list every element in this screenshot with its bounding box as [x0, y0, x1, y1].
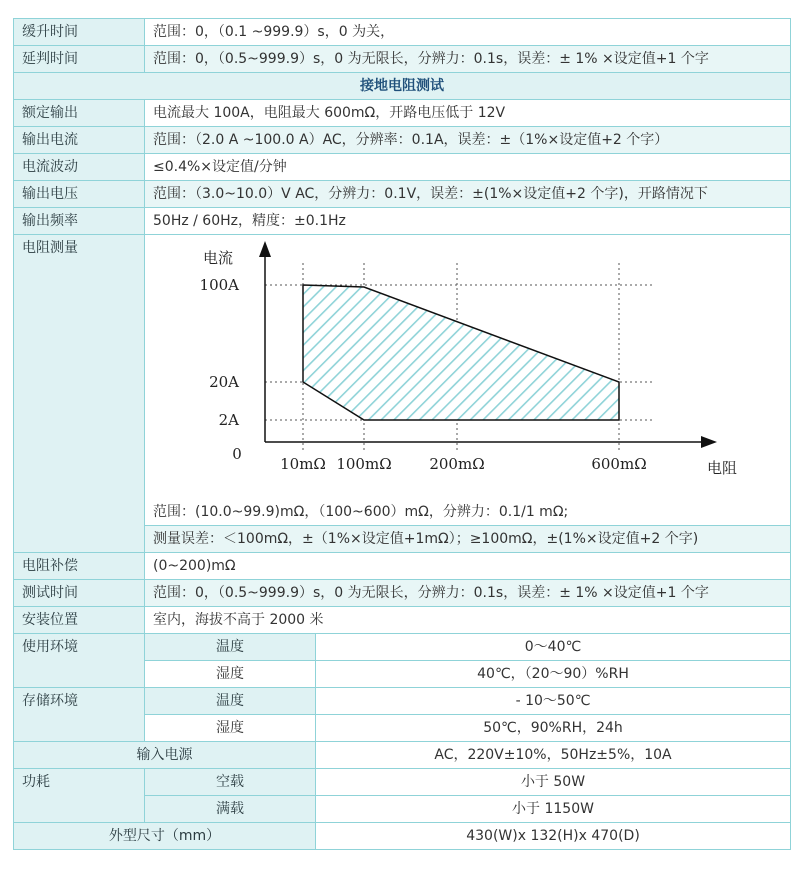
row-resistance-comp [14, 553, 791, 580]
row-input-power [14, 742, 791, 769]
row-label: 输出电流 [14, 127, 145, 154]
spec-table [13, 18, 791, 850]
row-label: 输入电源 [14, 742, 316, 769]
row-test-time [14, 580, 791, 607]
row-label: 输出频率 [14, 208, 145, 235]
row-value: AC，220V±10%，50Hz±5%，10A [316, 742, 791, 769]
row-current-ripple [14, 154, 791, 181]
chart-container [145, 235, 790, 499]
use-env-label: 使用环境 [14, 634, 145, 688]
row-value: 430(W)x 132(H)x 470(D) [316, 823, 791, 850]
row-value: 范围：0，（0.5~999.9）s，0 为无限长，分辨力：0.1s，误差：± 1% ×设定值+1 个字 [145, 580, 791, 607]
row-value: 范围：（2.0 A ~100.0 A）AC，分辨率：0.1A，误差：±（1%×设定值+2 个字） [145, 127, 791, 154]
y-axis-title: 电流 [203, 249, 234, 267]
spec-sheet [13, 18, 790, 850]
operating-region [303, 285, 619, 420]
section-title: 接地电阻测试 [14, 73, 791, 100]
x-axis-title: 电阻 [707, 459, 738, 477]
row-consumption-idle [14, 769, 791, 796]
x-tick-label: 200mΩ [429, 455, 485, 473]
y-tick-label: 2A [218, 411, 239, 429]
row-resistance-measure [14, 235, 791, 526]
sub-label: 湿度 [145, 661, 316, 688]
row-output-current [14, 127, 791, 154]
row-use-env-temp [14, 634, 791, 661]
row-value: 范围：（3.0~10.0）V AC，分辨力：0.1V，误差：±(1%×设定值+2 个字)，开路情况下 [145, 181, 791, 208]
resistance-range: 范围：(10.0~99.9)mΩ，（100~600）mΩ，分辨力：0.1/1 mΩ; [153, 504, 569, 520]
sub-label: 温度 [145, 634, 316, 661]
row-label: 安装位置 [14, 607, 145, 634]
row-value: 电流最大 100A，电阻最大 600mΩ，开路电压低于 12V [145, 100, 791, 127]
x-axis-arrow [701, 436, 717, 448]
row-label: 电流波动 [14, 154, 145, 181]
y-axis-arrow [259, 241, 271, 257]
x-tick-label: 600mΩ [591, 455, 647, 473]
row-label: 电阻测量 [14, 235, 145, 553]
row-label: 外型尺寸（mm） [14, 823, 316, 850]
row-label: 输出电压 [14, 181, 145, 208]
row-value: ≤0.4%×设定值/分钟 [145, 154, 791, 181]
store-env-label: 存储环境 [14, 688, 145, 742]
row-value: 40℃，（20～90）%RH [316, 661, 791, 688]
row-install-location [14, 607, 791, 634]
row-ramp-time [14, 19, 791, 46]
row-value: - 10～50℃ [316, 688, 791, 715]
row-value: 小于 50W [316, 769, 791, 796]
row-value: 范围：0，（0.5~999.9）s，0 为无限长，分辨力：0.1s，误差：± 1% ×设定值+1 个字 [145, 46, 791, 73]
row-value: 测量误差：＜100mΩ，±（1%×设定值+1mΩ）；≥100mΩ，±(1%×设定值+2 个字) [145, 526, 791, 553]
row-delay-time [14, 46, 791, 73]
row-value: 小于 1150W [316, 796, 791, 823]
sub-label: 温度 [145, 688, 316, 715]
sub-label: 空载 [145, 769, 316, 796]
consumption-label: 功耗 [14, 769, 145, 823]
row-label: 缓升时间 [14, 19, 145, 46]
sub-label: 湿度 [145, 715, 316, 742]
y-tick-label: 100A [199, 276, 239, 294]
y-tick-label: 20A [209, 373, 239, 391]
current-resistance-chart [145, 235, 790, 499]
row-value: 50Hz / 60Hz，精度：±0.1Hz [145, 208, 791, 235]
row-value: 范围：0，（0.1 ~999.9）s，0 为关， [145, 19, 791, 46]
row-rated-output [14, 100, 791, 127]
row-value: 室内，海拔不高于 2000 米 [145, 607, 791, 634]
row-dimensions [14, 823, 791, 850]
section-header [14, 73, 791, 100]
row-value: 50℃，90%RH，24h [316, 715, 791, 742]
row-store-env-temp [14, 688, 791, 715]
row-output-voltage [14, 181, 791, 208]
row-value: (0~200)mΩ [145, 553, 791, 580]
row-label: 额定输出 [14, 100, 145, 127]
x-tick-label: 100mΩ [336, 455, 392, 473]
row-label: 延判时间 [14, 46, 145, 73]
origin-label: 0 [232, 445, 242, 463]
row-label: 电阻补偿 [14, 553, 145, 580]
x-tick-label: 10mΩ [280, 455, 326, 473]
row-output-frequency [14, 208, 791, 235]
chart-cell [145, 235, 791, 526]
row-value: 0～40℃ [316, 634, 791, 661]
row-label: 测试时间 [14, 580, 145, 607]
sub-label: 满载 [145, 796, 316, 823]
